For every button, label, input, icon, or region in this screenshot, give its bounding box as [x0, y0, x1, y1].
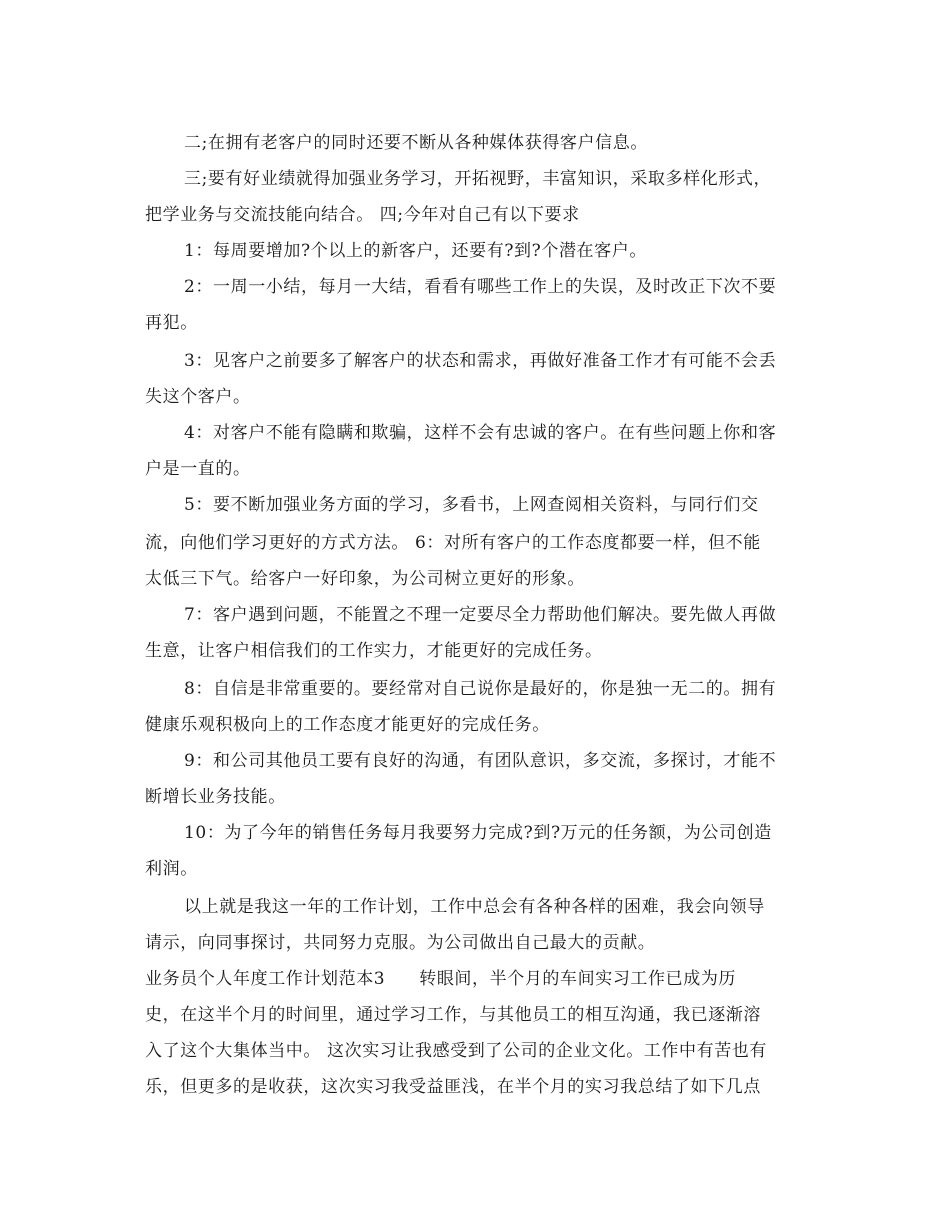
list-item-line: 8：自信是非常重要的。要经常对自己说你是最好的，你是独一无二的。拥有 [184, 679, 777, 699]
paragraph-line: 把学业务与交流技能向结合。 四;今年对自己有以下要求 [145, 205, 580, 225]
list-item-line: 7：客户遇到问题，不能置之不理一定要尽全力帮助他们解决。要先做人再做 [184, 605, 777, 625]
list-item-line: 9：和公司其他员工要有良好的沟通，有团队意识，多交流，多探讨，才能不 [184, 751, 777, 771]
paragraph-line: 以上就是我这一年的工作计划，工作中总会有各种各样的困难，我会向领导 [184, 897, 765, 917]
list-item-line: 4：对客户不能有隐瞒和欺骗，这样不会有忠诚的客户。在有些问题上你和客 [184, 423, 777, 443]
list-item-line: 2：一周一小结，每月一大结，看看有哪些工作上的失误，及时改正下次不要 [184, 277, 777, 297]
list-item-line: 失这个客户。 [145, 387, 251, 407]
list-item-line: 10：为了今年的销售任务每月我要努力完成?到?万元的任务额，为公司创造 [184, 823, 772, 843]
list-item-line: 户是一直的。 [145, 459, 251, 479]
list-item-line: 断增长业务技能。 [145, 787, 286, 807]
section-title: 业务员个人年度工作计划范本3 [145, 969, 386, 989]
list-item-line: 太低三下气。给客户一好印象，为公司树立更好的形象。 [145, 569, 585, 589]
paragraph-text: 转眼间，半个月的车间实习工作已成为历 [419, 969, 737, 989]
list-item-line: 生意，让客户相信我们的工作实力，才能更好的完成任务。 [145, 641, 603, 661]
list-item-line: 5：要不断加强业务方面的学习，多看书，上网查阅相关资料，与同行们交 [184, 495, 759, 515]
list-item-line: 再犯。 [145, 313, 198, 333]
list-item-line: 利润。 [145, 859, 198, 879]
paragraph-line: 请示，向同事探讨，共同努力克服。为公司做出自己最大的贡献。 [145, 933, 656, 953]
paragraph-line: 三;要有好业绩就得加强业务学习，开拓视野，丰富知识，采取多样化形式， [184, 169, 772, 189]
paragraph-line: 二;在拥有老客户的同时还要不断从各种媒体获得客户信息。 [184, 133, 648, 153]
list-item-line: 健康乐观积极向上的工作态度才能更好的完成任务。 [145, 715, 550, 735]
paragraph-line: 史，在这半个月的时间里，通过学习工作，与其他员工的相互沟通，我已逐渐溶 [145, 1005, 761, 1025]
list-item-line: 1：每周要增加?个以上的新客户，还要有?到?个潜在客户。 [184, 241, 647, 261]
paragraph-line: 入了这个大集体当中。 这次实习让我感受到了公司的企业文化。工作中有苦也有 [145, 1041, 768, 1061]
list-item-line: 3：见客户之前要多了解客户的状态和需求，再做好准备工作才有可能不会丢 [184, 351, 777, 371]
section-heading-line [0, 967, 950, 1007]
list-item-line: 流，向他们学习更好的方式方法。 6：对所有客户的工作态度都要一样，但不能 [145, 533, 761, 553]
paragraph-line: 乐，但更多的是收获，这次实习我受益匪浅，在半个月的实习我总结了如下几点 [145, 1077, 761, 1097]
